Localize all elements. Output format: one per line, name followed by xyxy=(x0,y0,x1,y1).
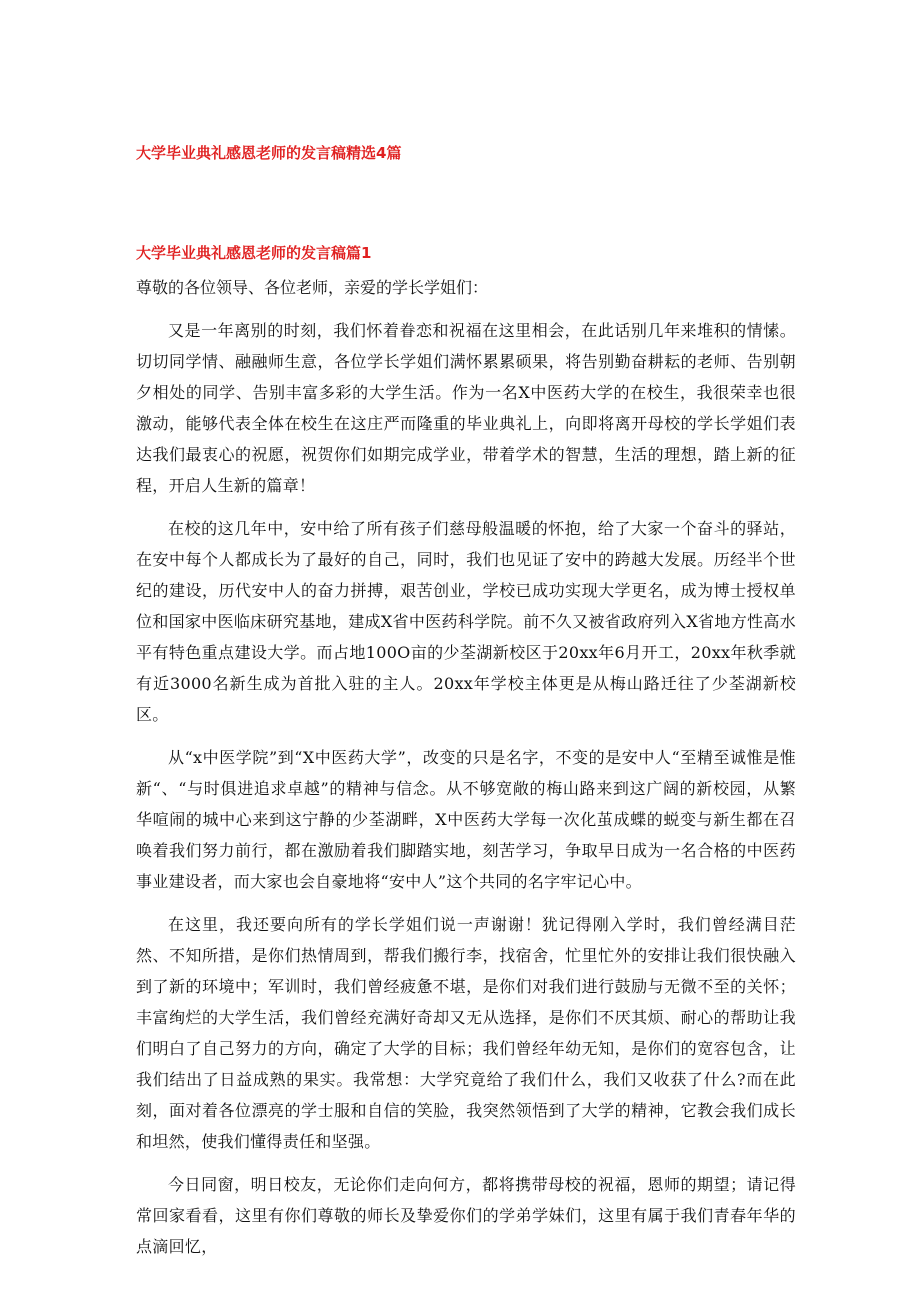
paragraph: 从“x中医学院”到“X中医药大学”，改变的只是名字，不变的是安中人“至精至诚惟是惟新“、“与时俱进追求卓越”的精神与信念。从不够宽敞的梅山路来到这广阔的新校园，从繁华喧闹的城中心来到这宁静的少荃湖畔，X中医药大学每一次化茧成蝶的蜕变与新生都在召唤着我们努力前行，都在激励着我们脚踏实地，刻苦学习，争取早日成为一名合格的中医药事业建设者，而大家也会自豪地将“安中人”这个共同的名字牢记心中。 xyxy=(136,748,796,891)
salutation: 尊敬的各位领导、各位老师，亲爱的学长学姐们： xyxy=(136,278,489,297)
paragraph: 今日同窗，明日校友，无论你们走向何方，都将携带母校的祝福，恩师的期望；请记得常回家看看，这里有你们尊敬的师长及挚爱你们的学弟学妹们，这里有属于我们青春年华的点滴回忆， xyxy=(136,1175,796,1256)
paragraph: 在校的这几年中，安中给了所有孩子们慈母般温暖的怀抱，给了大家一个奋斗的驿站，在安中每个人都成长为了最好的自己，同时，我们也见证了安中的跨越大发展。历经半个世纪的建设，历代安中人的奋力拼搏，艰苦创业，学校已成功实现大学更名，成为博士授权单位和国家中医临床研究基地，建成X省中医药科学院。前不久又被省政府列入X省地方性高水平有特色重点建设大学。而占地100O亩的少荃湖新校区于20xx年6月开工，20xx年秋季就有近3000名新生成为首批入驻的主人。20xx年学校主体更是从梅山路迁往了少荃湖新校区。 xyxy=(136,519,796,724)
section-title: 大学毕业典礼感恩老师的发言稿篇1 xyxy=(136,244,372,262)
paragraph: 在这里，我还要向所有的学长学姐们说一声谢谢！犹记得刚入学时，我们曾经满目茫然、不知所措，是你们热情周到，帮我们搬行李，找宿舍，忙里忙外的安排让我们很快融入到了新的环境中；军训时，我们曾经疲惫不堪，是你们对我们进行鼓励与无微不至的关怀；丰富绚烂的大学生活，我们曾经充满好奇却又无从选择，是你们不厌其烦、耐心的帮助让我们明白了自己努力的方向，确定了大学的目标；我们曾经年幼无知，是你们的宽容包含，让我们结出了日益成熟的果实。我常想：大学究竟给了我们什么，我们又收获了什么?而在此刻，面对着各位漂亮的学士服和自信的笑脸，我突然领悟到了大学的精神，它教会我们成长和坦然，使我们懂得责任和坚强。 xyxy=(136,915,796,1151)
document-body xyxy=(136,315,796,1274)
document-title: 大学毕业典礼感恩老师的发言稿精选4篇 xyxy=(136,144,402,162)
paragraph: 又是一年离别的时刻，我们怀着眷恋和祝福在这里相会，在此话别几年来堆积的情愫。切切同学情、融融师生意，各位学长学姐们满怀累累硕果，将告别勤奋耕耘的老师、告别朝夕相处的同学、告别丰富多彩的大学生活。作为一名X中医药大学的在校生，我很荣幸也很激动，能够代表全体在校生在这庄严而隆重的毕业典礼上，向即将离开母校的学长学姐们表达我们最衷心的祝愿，祝贺你们如期完成学业，带着学术的智慧，生活的理想，踏上新的征程，开启人生新的篇章！ xyxy=(136,321,796,495)
